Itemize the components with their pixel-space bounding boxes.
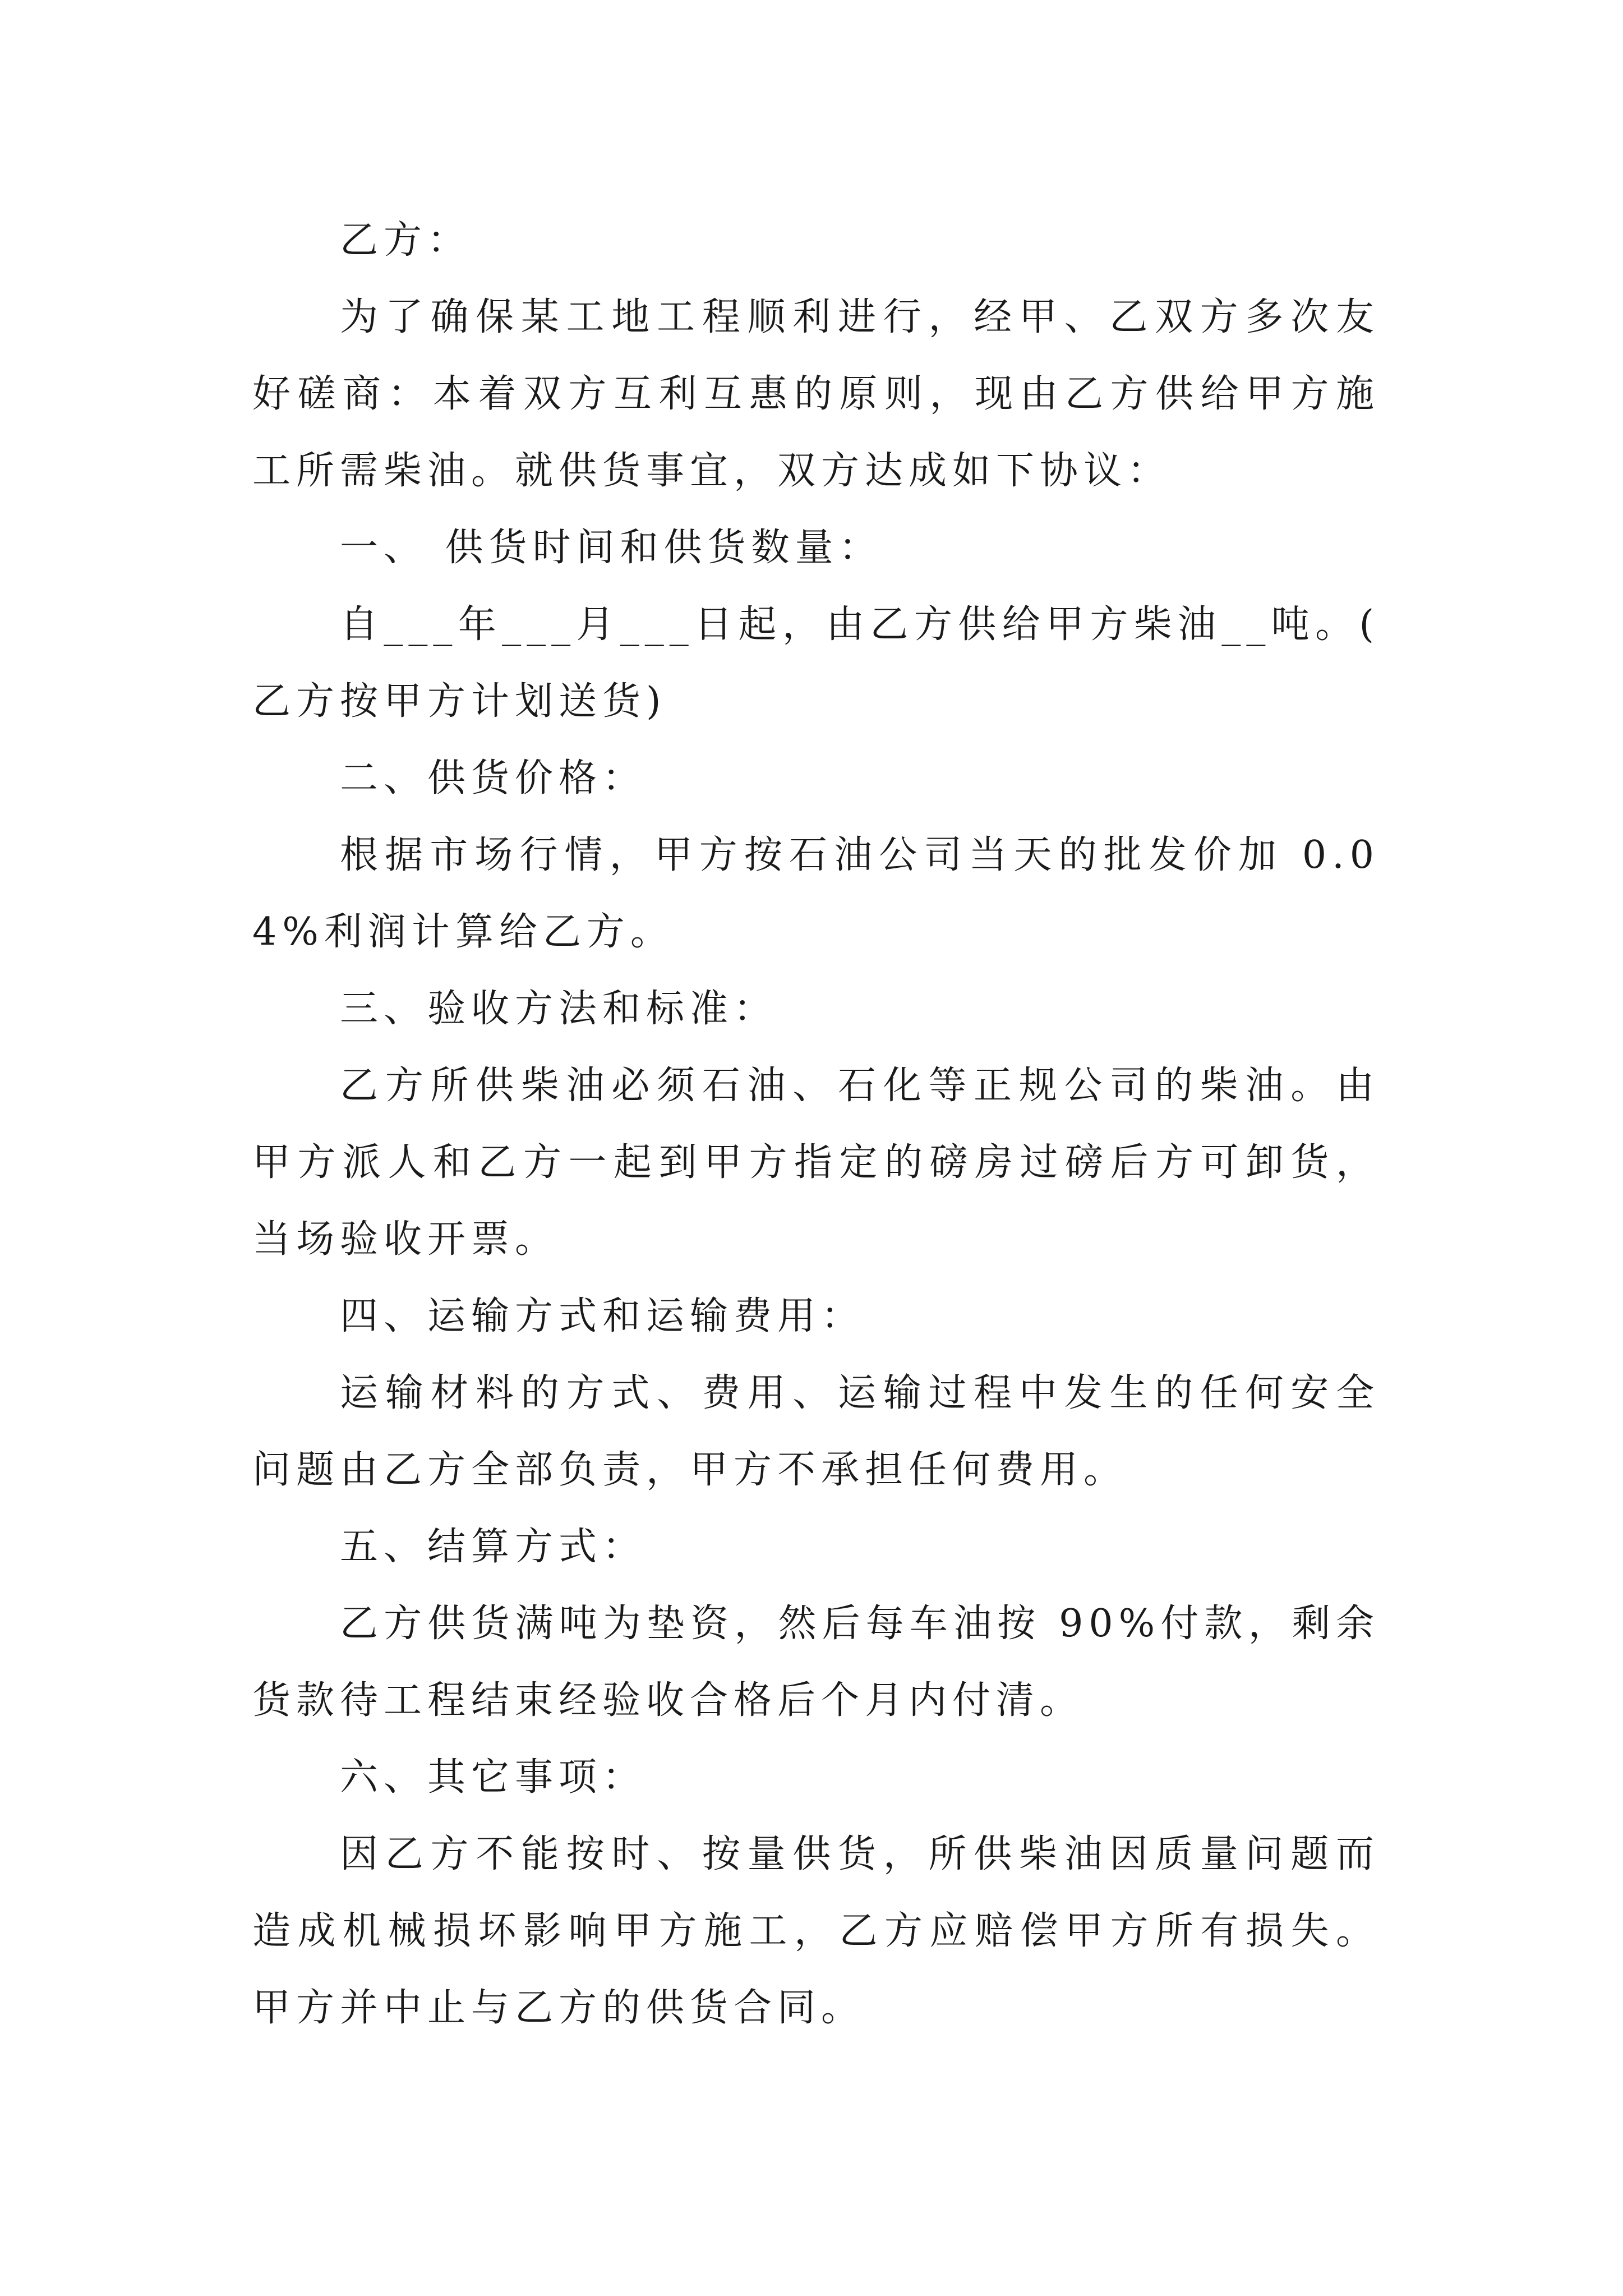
section-body-1: 自___年___月___日起，由乙方供给甲方柴油__吨。(乙方按甲方计划送货)	[252, 602, 1380, 724]
preamble-paragraph: 为了确保某工地工程顺利进行，经甲、乙双方多次友好磋商：本着双方互利互惠的原则，现由乙方供给甲方施工所需柴油。就供货事宜，双方达成如下协议：	[252, 295, 1380, 493]
section-body-5: 乙方供货满吨为垫资，然后每车油按 90%付款，剩余货款待工程结束经验收合格后个月内付清。	[252, 1602, 1380, 1723]
section-heading-6: 六、其它事项：	[340, 1755, 647, 1800]
section-body-6: 因乙方不能按时、按量供货，所供柴油因质量问题而造成机械损坏影响甲方施工，乙方应赔偿甲方所有损失。甲方并中止与乙方的供货合同。	[252, 1832, 1380, 2030]
section-body-4: 运输材料的方式、费用、运输过程中发生的任何安全问题由乙方全部负责，甲方不承担任何费用。	[252, 1371, 1380, 1492]
party-b-label: 乙方：	[340, 218, 472, 263]
section-heading-3: 三、验收方法和标准：	[340, 987, 778, 1031]
section-body-3: 乙方所供柴油必须石油、石化等正规公司的柴油。由甲方派人和乙方一起到甲方指定的磅房过磅后方可卸货，当场验收开票。	[252, 1064, 1380, 1262]
section-heading-1: 一、 供货时间和供货数量：	[340, 526, 883, 570]
section-heading-5: 五、结算方式：	[340, 1525, 647, 1569]
section-heading-4: 四、运输方式和运输费用：	[340, 1294, 865, 1338]
document-body	[252, 202, 1380, 2046]
section-body-2: 根据市场行情，甲方按石油公司当天的批发价加 0.04%利润计算给乙方。	[252, 833, 1380, 954]
section-heading-2: 二、供货价格：	[340, 756, 647, 800]
